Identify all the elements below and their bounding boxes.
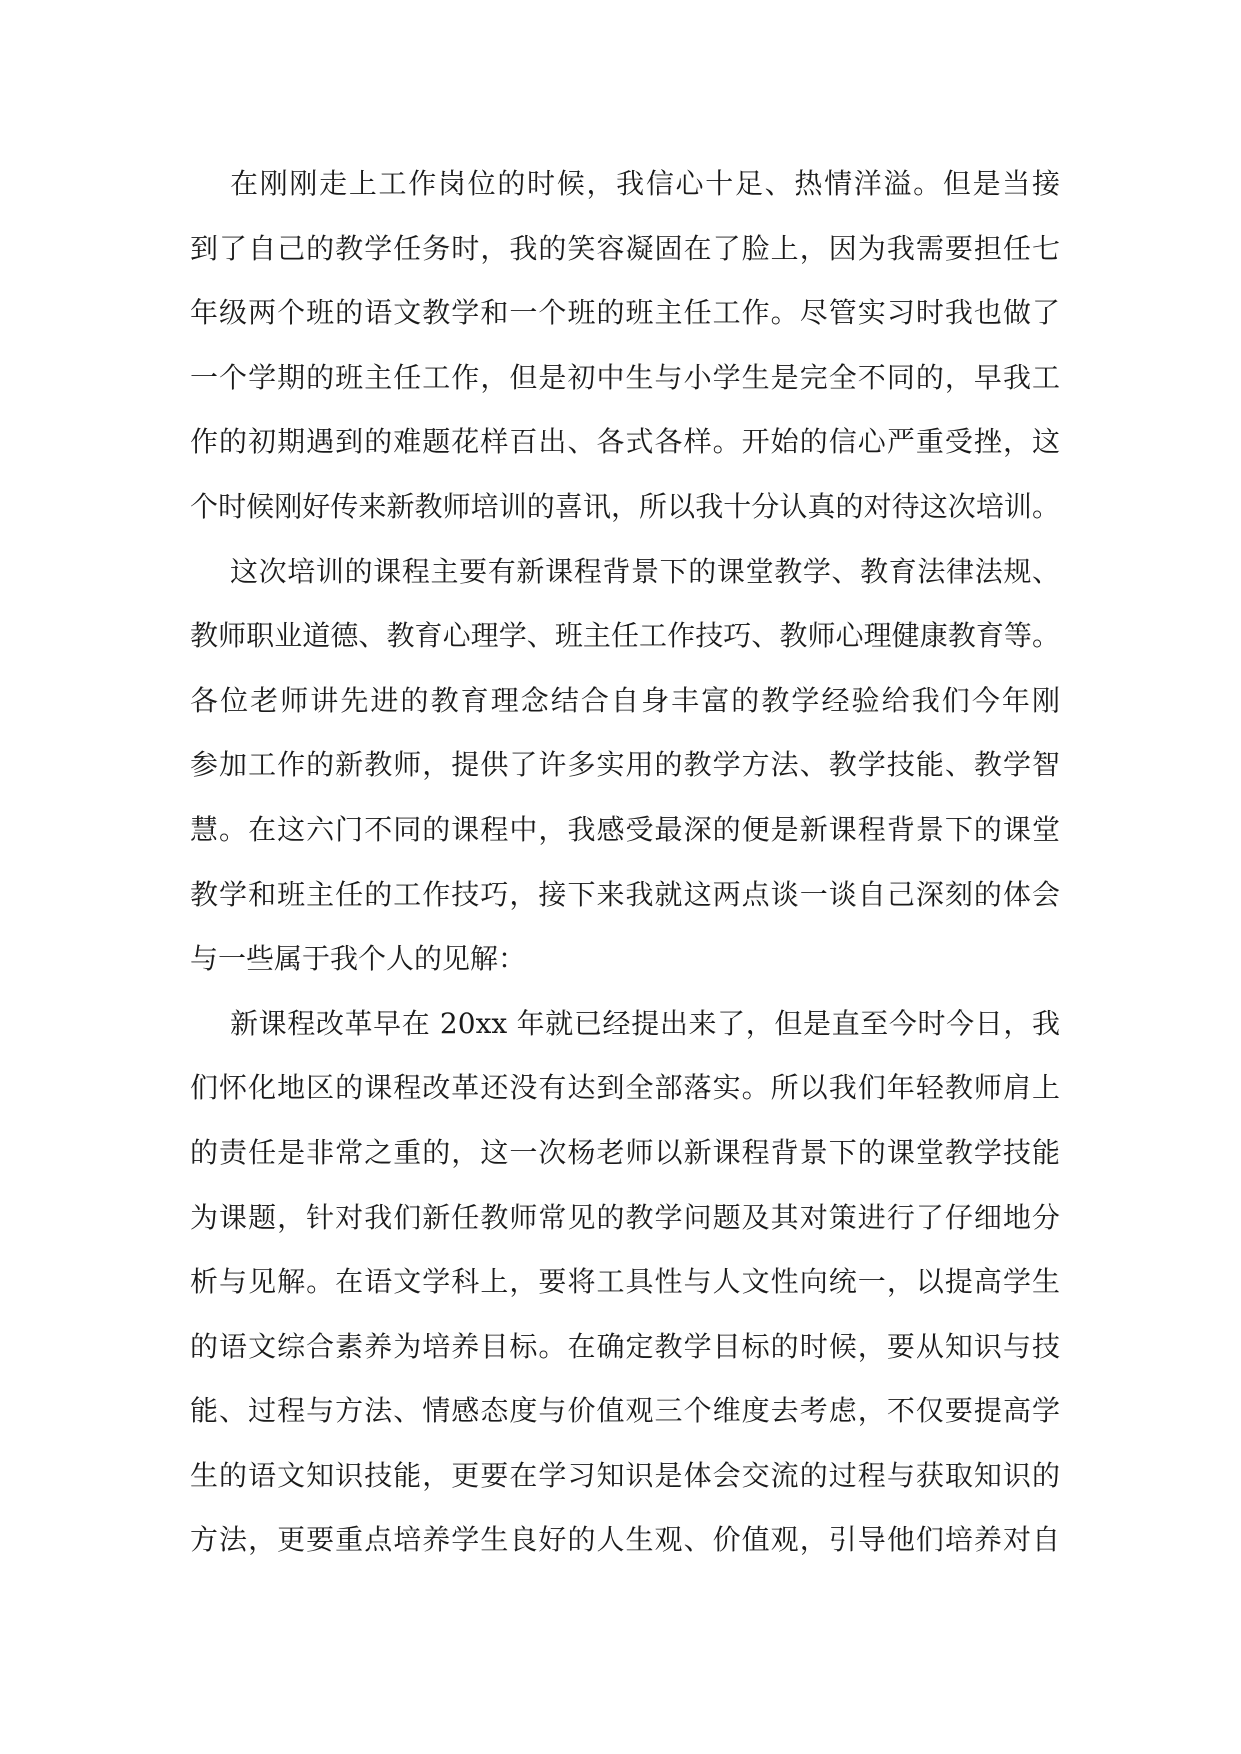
text-line: 一个学期的班主任工作，但是初中生与小学生是完全不同的，早我工 [190,360,1060,394]
text-line: 生的语文知识技能，更要在学习知识是体会交流的过程与获取知识的 [190,1458,1060,1492]
text-line: 参加工作的新教师，提供了许多实用的教学方法、教学技能、教学智 [190,748,1060,782]
text-line: 各位老师讲先进的教育理念结合自身丰富的教学经验给我们今年刚 [190,683,1060,717]
text-line: 在刚刚走上工作岗位的时候，我信心十足、热情洋溢。但是当接 [230,167,1060,200]
text-line: 方法，更要重点培养学生良好的人生观、价值观，引导他们培养对自 [190,1523,1060,1557]
paragraph-2 [190,540,1060,992]
paragraph-3 [190,992,1060,1573]
text-line: 年级两个班的语文教学和一个班的班主任工作。尽管实习时我也做了 [190,296,1060,330]
text-line: 的语文综合素养为培养目标。在确定教学目标的时候，要从知识与技 [190,1329,1060,1363]
text-line: 析与见解。在语文学科上，要将工具性与人文性向统一，以提高学生 [190,1265,1060,1299]
text-line: 个时候刚好传来新教师培训的喜讯，所以我十分认真的对待这次培训。 [190,489,1060,523]
text-line: 教学和班主任的工作技巧，接下来我就这两点谈一谈自己深刻的体会 [190,877,1060,911]
text-line: 为课题，针对我们新任教师常见的教学问题及其对策进行了仔细地分 [190,1200,1060,1234]
text-line: 们怀化地区的课程改革还没有达到全部落实。所以我们年轻教师肩上 [190,1071,1060,1105]
text-line: 与一些属于我个人的见解： [190,942,527,976]
text-line: 新课程改革早在 20xx 年就已经提出来了，但是直至今时今日，我 [230,1006,1060,1040]
document-body [190,152,1060,1573]
text-line: 能、过程与方法、情感态度与价值观三个维度去考虑，不仅要提高学 [190,1394,1060,1428]
text-line: 慧。在这六门不同的课程中，我感受最深的便是新课程背景下的课堂 [190,812,1060,846]
text-line: 的责任是非常之重的，这一次杨老师以新课程背景下的课堂教学技能 [190,1135,1060,1169]
text-line: 教师职业道德、教育心理学、班主任工作技巧、教师心理健康教育等。 [190,619,1060,653]
text-line: 作的初期遇到的难题花样百出、各式各样。开始的信心严重受挫，这 [190,425,1060,459]
paragraph-1 [190,152,1060,540]
text-line: 到了自己的教学任务时，我的笑容凝固在了脸上，因为我需要担任七 [190,231,1060,265]
text-line: 这次培训的课程主要有新课程背景下的课堂教学、教育法律法规、 [230,554,1060,588]
